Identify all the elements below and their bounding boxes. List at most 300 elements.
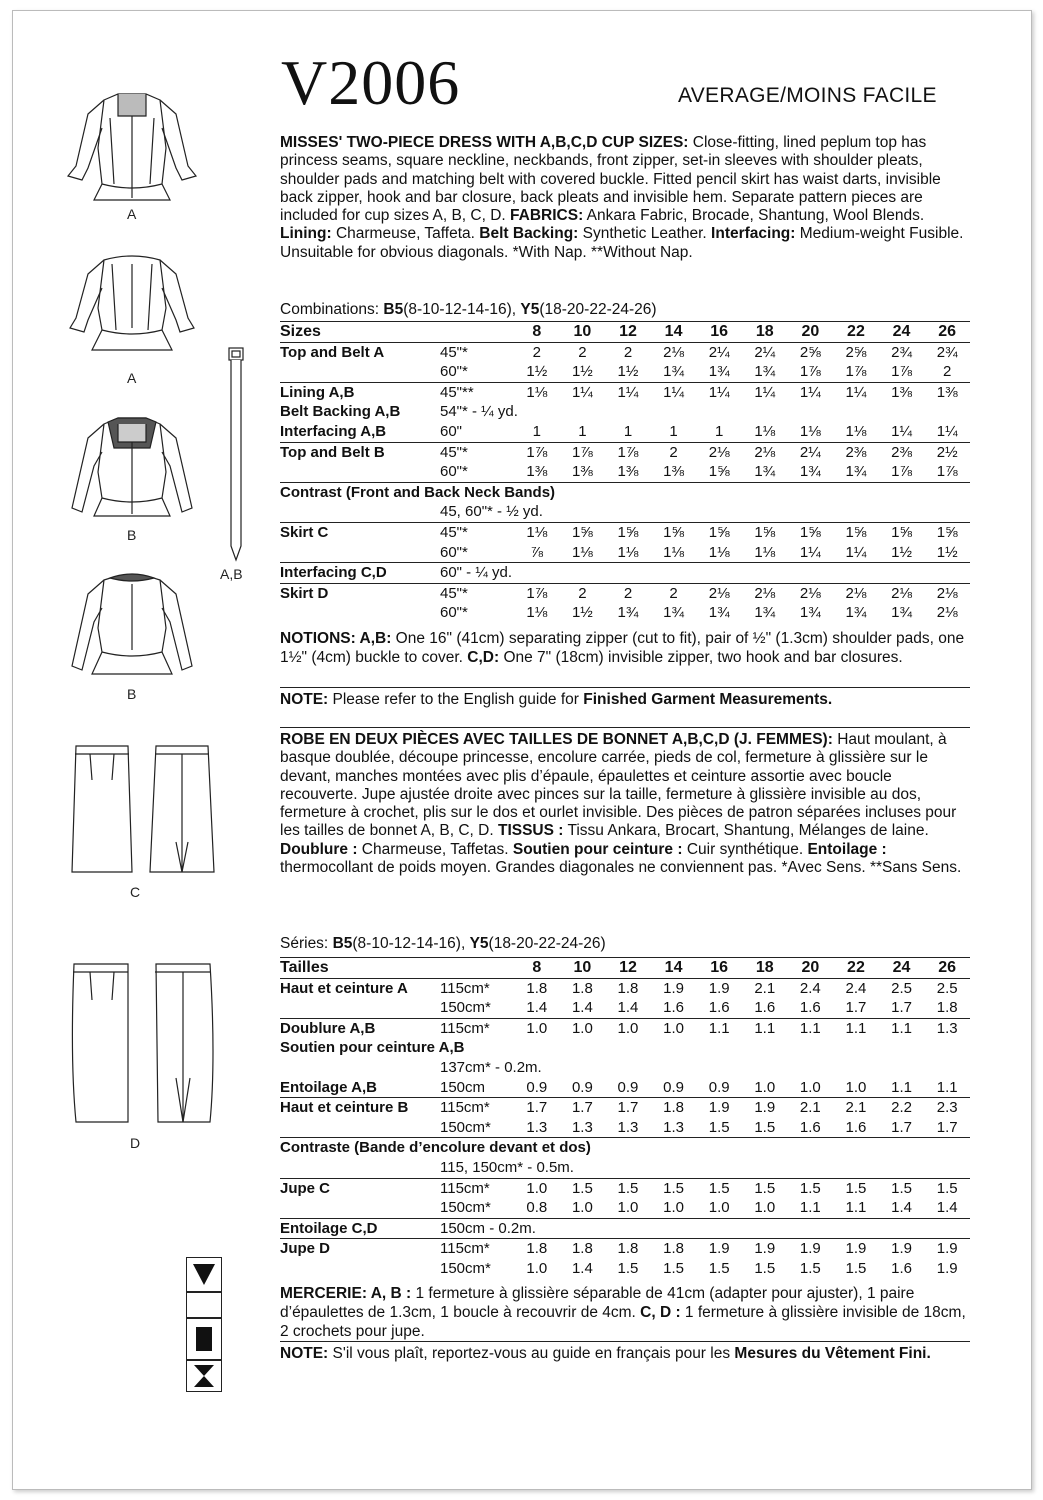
text-segment: Charmeuse, Taffeta.: [331, 225, 480, 243]
yardage-value: 1⅞: [936, 463, 958, 481]
text-segment: (8-10-12-14-16),: [352, 935, 470, 952]
yardage-value: 1¼: [651, 382, 697, 402]
yardage-value: 1.8: [605, 978, 651, 998]
yardage-value: 1: [578, 422, 587, 440]
yardage-value: 1.9: [936, 1259, 958, 1277]
row-label: Jupe D: [280, 1239, 440, 1259]
fabric-width: 60"*: [440, 604, 468, 622]
table-row: [280, 1178, 970, 1198]
table-row: [280, 1218, 970, 1239]
table-row: [280, 1198, 970, 1218]
fabric-width: 60"*: [440, 543, 468, 561]
bold-text-segment: MERCERIE: A, B :: [280, 1285, 412, 1302]
yardage-value: ⅞: [530, 543, 544, 561]
yardage-value: 1.6: [799, 999, 821, 1017]
yardage-value: 1.0: [560, 1018, 606, 1038]
yardage-value: 1¼: [799, 543, 821, 561]
row-label: Soutien pour ceinture A,B: [280, 1039, 465, 1057]
yardage-value: 1.5: [708, 1259, 730, 1277]
text-segment: Tissu Ankara, Brocart, Shantung, Mélanges de laine.: [563, 822, 929, 840]
table-row: [280, 502, 970, 522]
row-label: Jupe C: [280, 1178, 440, 1198]
yardage-value: 1⅛: [571, 543, 593, 561]
yardage-value: 1.6: [845, 1118, 867, 1136]
row-label: Contraste (Bande d’encolure devant et dos): [280, 1138, 970, 1158]
yardage-value: 1¼: [696, 382, 742, 402]
yardage-value: 1.8: [560, 978, 606, 998]
text-segment: 1 fermeture à glissière invisible de 18cm, 2 crochets pour jupe.: [280, 1304, 966, 1340]
table-row: [280, 1058, 970, 1078]
table-header-cell: [440, 958, 514, 979]
bold-text-segment: TISSUS :: [497, 822, 564, 840]
row-label: [280, 1158, 440, 1178]
yardage-value: 1⅜: [526, 463, 548, 481]
bold-text-segment: C,D:: [467, 649, 500, 666]
table-row: [280, 1259, 970, 1279]
yardage-value: 1¾: [708, 604, 730, 622]
yardage-value: 1⅞: [891, 463, 912, 481]
fabric-width: 45"*: [440, 342, 514, 362]
english-description: [280, 134, 970, 262]
yardage-value: 1.5: [617, 1259, 639, 1277]
view-label-a-front: A: [127, 206, 137, 222]
yardage-value: 1.3: [663, 1118, 684, 1136]
yardage-value: 1¼: [788, 382, 834, 402]
row-label: [280, 1198, 440, 1218]
yardage-value: 1.0: [526, 1259, 548, 1277]
yardage-value: 1.9: [651, 978, 697, 998]
yardage-value: 1¾: [754, 604, 776, 622]
table-header-cell: 16: [696, 322, 742, 343]
yardage-value: 1: [715, 422, 724, 440]
table-header-cell: 24: [879, 322, 925, 343]
english-yardage-table: [280, 321, 970, 623]
yardage-value: 2.4: [833, 978, 879, 998]
yardage-value: 1.5: [708, 1118, 730, 1136]
text-segment: Charmeuse, Taffetas.: [357, 840, 513, 858]
bold-text-segment: B5: [332, 935, 353, 952]
yardage-value: 1.9: [696, 1098, 742, 1118]
bold-text-segment: Doublure :: [280, 840, 358, 858]
yardage-value: 1¾: [708, 363, 730, 381]
yardage-value: 1.0: [754, 1199, 776, 1217]
yardage-value: 0.9: [617, 1078, 639, 1096]
yardage-value: 2.1: [742, 978, 788, 998]
yardage-value: 1.5: [799, 1259, 821, 1277]
view-b-back-illustration: [62, 568, 202, 680]
text-segment: Cuir synthétique.: [682, 840, 808, 858]
yardage-value: 2.1: [788, 1098, 834, 1118]
yardage-value: 1¾: [663, 604, 684, 622]
yardage-value: 2.5: [879, 978, 925, 998]
fabric-width: 115cm*: [440, 1018, 514, 1038]
yardage-value: 1⅛: [617, 543, 639, 561]
bold-text-segment: FABRICS:: [510, 207, 584, 225]
yardage-value: 1.7: [514, 1098, 560, 1118]
table-row: [280, 603, 970, 623]
yardage-value: 1.4: [891, 1199, 912, 1217]
row-label: Lining A,B: [280, 382, 440, 402]
table-row: [280, 1098, 970, 1118]
text-segment: Close-fitting, lined peplum top has princess seams, square neckline, neckbands, front zipper, set-in sleeves with shoulder pleats, shoulder pads and matching belt with covered buckle. Fitted pencil skirt has waist darts, invisible back zipper, hook and bar closure, back pleats and invisible hem. Separate pattern pieces are included for cup sizes A, B, C, D.: [280, 134, 941, 225]
yardage-value: 0.8: [526, 1199, 548, 1217]
yardage-value: 1.1: [936, 1078, 958, 1096]
table-row: [280, 1158, 970, 1178]
yardage-value: 1.7: [560, 1098, 606, 1118]
yardage-value: 1⅞: [845, 363, 867, 381]
yardage-value: 1⅛: [663, 543, 684, 561]
yardage-value: 2.5: [924, 978, 970, 998]
bold-text-segment: NOTIONS: A,B:: [280, 630, 392, 647]
yardage-value: 1¼: [891, 422, 912, 440]
french-notions: [280, 1284, 970, 1341]
yardage-value: 1⅜: [571, 463, 593, 481]
yardage-value: 2¼: [742, 342, 788, 362]
table-header-cell: 16: [696, 958, 742, 979]
yardage-value: 1⅝: [708, 463, 730, 481]
yardage-value: 1⅝: [879, 522, 925, 542]
yardage-value: 2⅛: [833, 583, 879, 603]
yardage-value: 1.0: [754, 1078, 776, 1096]
yardage-value: 1.5: [560, 1178, 606, 1198]
row-label: Contrast (Front and Back Neck Bands): [280, 482, 970, 502]
table-header-row: [280, 322, 970, 343]
yardage-value: 1½: [571, 363, 593, 381]
yardage-value: 1.1: [891, 1078, 912, 1096]
fabric-width: 60" - ¼ yd.: [440, 563, 970, 584]
yardage-value: 1.4: [571, 999, 593, 1017]
table-header-cell: 26: [924, 958, 970, 979]
yardage-value: 2⅛: [742, 442, 788, 462]
english-notions: [280, 629, 970, 667]
row-label: [280, 362, 440, 382]
yardage-value: 2½: [924, 442, 970, 462]
yardage-value: 1⅜: [663, 463, 684, 481]
yardage-value: 1.5: [754, 1118, 776, 1136]
yardage-value: 2⅛: [742, 583, 788, 603]
view-label-c: C: [130, 884, 141, 900]
yardage-value: 1¼: [936, 422, 958, 440]
yardage-value: 2: [651, 442, 697, 462]
yardage-value: 1½: [936, 543, 958, 561]
text-segment: (18-20-22-24-26): [488, 935, 606, 952]
yardage-value: 1.8: [651, 1098, 697, 1118]
yardage-value: 2: [560, 583, 606, 603]
yardage-value: 2.3: [924, 1098, 970, 1118]
yardage-value: 1.5: [833, 1178, 879, 1198]
yardage-value: 1.8: [514, 1239, 560, 1259]
table-row: [280, 1138, 970, 1158]
row-label: Haut et ceinture B: [280, 1098, 440, 1118]
text-segment: Séries:: [280, 935, 333, 952]
text-segment: One 7" (18cm) invisible zipper, two hook and bar closures.: [499, 649, 903, 666]
yardage-value: 1⅛: [845, 422, 867, 440]
fabric-width: 150cm - 0.2m.: [440, 1218, 970, 1239]
yardage-value: 2⅛: [696, 442, 742, 462]
table-row: [280, 1239, 970, 1259]
yardage-value: 1¾: [891, 604, 912, 622]
yardage-value: 1.0: [708, 1199, 730, 1217]
table-header-cell: 14: [651, 958, 697, 979]
yardage-value: 2⅜: [879, 442, 925, 462]
yardage-value: 1⅝: [696, 522, 742, 542]
table-row: [280, 978, 970, 998]
yardage-value: 1⅛: [514, 522, 560, 542]
yardage-value: 1.5: [879, 1178, 925, 1198]
yardage-value: 1⅞: [514, 583, 560, 603]
yardage-value: 1.8: [651, 1239, 697, 1259]
yardage-value: 0.9: [526, 1078, 548, 1096]
row-label: Doublure A,B: [280, 1018, 440, 1038]
bold-text-segment: ROBE EN DEUX PIÈCES AVEC TAILLES DE BONNET A,B,C,D (J. FEMMES):: [280, 731, 833, 748]
symbol-box: [186, 1318, 222, 1360]
table-row: [280, 998, 970, 1018]
yardage-value: 1: [532, 422, 541, 440]
yardage-value: 2: [605, 342, 651, 362]
table-row: [280, 583, 970, 603]
yardage-value: 2: [514, 342, 560, 362]
table-header-cell: 24: [879, 958, 925, 979]
yardage-value: 1¾: [845, 604, 867, 622]
bold-text-segment: Entoilage :: [807, 840, 887, 858]
row-label: [280, 543, 440, 563]
yardage-value: 1.0: [617, 1199, 639, 1217]
row-label: Entoilage C,D: [280, 1218, 440, 1239]
french-description: [280, 731, 970, 877]
yardage-value: 1¾: [754, 463, 776, 481]
text-segment: Please refer to the English guide for: [328, 691, 584, 708]
bold-text-segment: Finished Garment Measurements.: [583, 691, 833, 708]
symbol-box-empty: [186, 1292, 222, 1318]
yardage-value: 2⅝: [833, 342, 879, 362]
yardage-value: 1.5: [663, 1259, 684, 1277]
bold-text-segment: Y5: [520, 301, 540, 318]
yardage-value: 2⅛: [879, 583, 925, 603]
yardage-value: 1¼: [560, 382, 606, 402]
yardage-value: 1: [669, 422, 678, 440]
fabric-width: 115cm*: [440, 1098, 514, 1118]
table-row: [280, 382, 970, 402]
bold-text-segment: Y5: [469, 935, 489, 952]
yardage-value: 1¼: [845, 543, 867, 561]
fabric-width: 115cm*: [440, 1239, 514, 1259]
yardage-value: 1.6: [708, 999, 730, 1017]
row-label: Haut et ceinture A: [280, 978, 440, 998]
yardage-value: 1⅞: [891, 363, 912, 381]
table-header-cell: 8: [514, 958, 560, 979]
yardage-value: 1.4: [571, 1259, 593, 1277]
yardage-value: 1⅝: [560, 522, 606, 542]
yardage-value: 2¼: [696, 342, 742, 362]
triangle-down-icon: [187, 1258, 221, 1291]
yardage-value: 1.5: [845, 1259, 867, 1277]
table-header-cell: 18: [742, 958, 788, 979]
bold-text-segment: Soutien pour ceinture :: [512, 840, 683, 858]
yardage-value: 1¾: [799, 463, 821, 481]
text-segment: Ankara Fabric, Brocade, Shantung, Wool Blends.: [583, 207, 925, 225]
yardage-value: 2¾: [879, 342, 925, 362]
bold-text-segment: Mesures du Vêtement Fini.: [734, 1345, 931, 1362]
bold-text-segment: B5: [383, 301, 404, 318]
fabric-width: 150cm*: [440, 1259, 491, 1277]
fabric-width: 150cm*: [440, 1118, 491, 1136]
yardage-value: 1⅝: [833, 522, 879, 542]
yardage-value: 1¾: [663, 363, 684, 381]
yardage-value: 1.1: [833, 1018, 879, 1038]
fabric-width: 115, 150cm* - 0.5m.: [440, 1158, 574, 1176]
row-label: Interfacing A,B: [280, 422, 387, 440]
table-header-cell: 22: [833, 322, 879, 343]
row-label: Top and Belt A: [280, 342, 440, 362]
yardage-value: 0.9: [571, 1078, 593, 1096]
yardage-value: 1.9: [742, 1239, 788, 1259]
text-segment: S'il vous plaît, reportez-vous au guide en français pour les: [328, 1345, 735, 1362]
table-header-cell: [440, 322, 514, 343]
bold-text-segment: NOTE:: [280, 691, 329, 708]
yardage-value: 1½: [571, 604, 593, 622]
yardage-value: 1⅞: [799, 363, 821, 381]
fabric-width: 115cm*: [440, 1178, 514, 1198]
yardage-value: 1⅞: [605, 442, 651, 462]
yardage-value: 1.5: [924, 1178, 970, 1198]
yardage-value: 2⅛: [788, 583, 834, 603]
yardage-value: 1⅛: [754, 422, 776, 440]
yardage-value: 1.3: [617, 1118, 639, 1136]
yardage-value: 1.5: [742, 1178, 788, 1198]
divider: [280, 727, 970, 728]
bold-text-segment: MISSES' TWO-PIECE DRESS WITH A,B,C,D CUP SIZES:: [280, 134, 689, 151]
text-segment: Medium-weight Fusible. Unsuitable for obvious diagonals. *With Nap. **Without Nap.: [280, 225, 964, 261]
table-row: [280, 522, 970, 542]
bold-text-segment: C, D :: [640, 1304, 681, 1321]
yardage-value: 1.9: [696, 1239, 742, 1259]
yardage-value: 1½: [891, 543, 912, 561]
yardage-value: 1¾: [754, 363, 776, 381]
table-row: [280, 1118, 970, 1138]
text-segment: thermocollant de poids moyen. Grandes diagonales ne conviennent pas. *Avec Sens. **Sans Sens.: [280, 859, 962, 877]
row-label: Top and Belt B: [280, 442, 440, 462]
yardage-value: 1.1: [742, 1018, 788, 1038]
table-header-cell: 10: [560, 958, 606, 979]
yardage-value: 1.7: [891, 1118, 912, 1136]
table-row: [280, 563, 970, 584]
yardage-value: 1.6: [754, 999, 776, 1017]
yardage-value: 1.7: [936, 1118, 958, 1136]
yardage-value: 2⅝: [788, 342, 834, 362]
yardage-value: 2.4: [788, 978, 834, 998]
row-label: [280, 603, 440, 623]
yardage-value: 1⅝: [605, 522, 651, 542]
table-header-cell: 20: [788, 958, 834, 979]
yardage-value: 1.3: [526, 1118, 548, 1136]
fabric-width: 45"*: [440, 583, 514, 603]
yardage-value: 1¼: [833, 382, 879, 402]
yardage-value: 1.6: [799, 1118, 821, 1136]
yardage-value: 1⅝: [651, 522, 697, 542]
yardage-value: 1.7: [891, 999, 912, 1017]
text-segment: Synthetic Leather.: [578, 225, 712, 243]
yardage-value: 2: [943, 363, 952, 381]
yardage-value: 2⅜: [833, 442, 879, 462]
fabric-width: 45"**: [440, 382, 514, 402]
table-header-cell: 22: [833, 958, 879, 979]
yardage-value: 1.0: [514, 1178, 560, 1198]
bold-text-segment: Interfacing:: [711, 225, 796, 243]
text-segment: One 16" (41cm) separating zipper (cut to fit), pair of ½" (1.3cm) shoulder pads, one 1½" (4cm) buckle to cover.: [280, 630, 965, 666]
table-header-cell: 10: [560, 322, 606, 343]
yardage-value: 2: [651, 583, 697, 603]
yardage-value: 1⅛: [708, 543, 730, 561]
divider: [280, 687, 970, 688]
view-label-b-back: B: [127, 686, 137, 702]
yardage-value: 2⅛: [651, 342, 697, 362]
yardage-value: 1⅜: [617, 463, 639, 481]
table-header-cell: 12: [605, 958, 651, 979]
table-row: [280, 482, 970, 502]
view-a-front-illustration: [62, 88, 202, 206]
table-header-cell: 18: [742, 322, 788, 343]
view-label-a-back: A: [127, 370, 137, 386]
yardage-value: 0.9: [663, 1078, 684, 1096]
symbol-box: [186, 1360, 222, 1392]
text-segment: 1 fermeture à glissière séparable de 41cm (adapter pour ajuster), 1 paire d’épaulettes de 1.3cm, 1 boucle à recouvrir de 4cm.: [280, 1285, 915, 1321]
yardage-value: 1.4: [936, 1199, 958, 1217]
yardage-value: 1⅝: [742, 522, 788, 542]
bold-text-segment: Belt Backing:: [479, 225, 579, 243]
yardage-value: 1.7: [845, 999, 867, 1017]
pattern-number: V2006: [281, 47, 461, 118]
text-segment: Combinations:: [280, 301, 384, 318]
table-row: [280, 1078, 970, 1098]
table-row: [280, 362, 970, 382]
table-row: [280, 543, 970, 563]
yardage-value: 2.2: [879, 1098, 925, 1118]
view-b-front-illustration: [62, 412, 202, 522]
difficulty-level: AVERAGE/MOINS FACILE: [678, 84, 937, 107]
row-label: Entoilage A,B: [280, 1078, 377, 1096]
fabric-width: 115cm*: [440, 978, 514, 998]
yardage-value: 1.8: [936, 999, 958, 1017]
english-combinations: [280, 301, 657, 319]
yardage-value: 1.0: [571, 1199, 593, 1217]
yardage-value: 1.0: [845, 1078, 867, 1096]
french-note: [280, 1344, 970, 1363]
yardage-value: 1⅛: [799, 422, 821, 440]
row-label: Belt Backing A,B: [280, 403, 401, 421]
english-note: [280, 690, 970, 709]
yardage-value: 2¾: [924, 342, 970, 362]
yardage-value: 1.0: [663, 1199, 684, 1217]
divider: [280, 1341, 970, 1342]
table-header-cell: Sizes: [280, 322, 440, 343]
yardage-value: 1.3: [924, 1018, 970, 1038]
table-header-cell: 20: [788, 322, 834, 343]
yardage-value: 1½: [617, 363, 639, 381]
fabric-width: 137cm* - 0.2m.: [440, 1058, 542, 1076]
yardage-value: 1.5: [754, 1259, 776, 1277]
yardage-value: 1.9: [696, 978, 742, 998]
row-label: [280, 998, 440, 1018]
yardage-value: 1.9: [879, 1239, 925, 1259]
view-d-illustration: [68, 960, 220, 1128]
yardage-value: 1.7: [605, 1098, 651, 1118]
yardage-value: 1.4: [617, 999, 639, 1017]
yardage-value: 2¼: [788, 442, 834, 462]
yardage-value: 1.1: [799, 1199, 821, 1217]
bold-text-segment: Lining:: [280, 225, 332, 243]
yardage-value: 1.9: [742, 1098, 788, 1118]
yardage-value: 1¼: [742, 382, 788, 402]
